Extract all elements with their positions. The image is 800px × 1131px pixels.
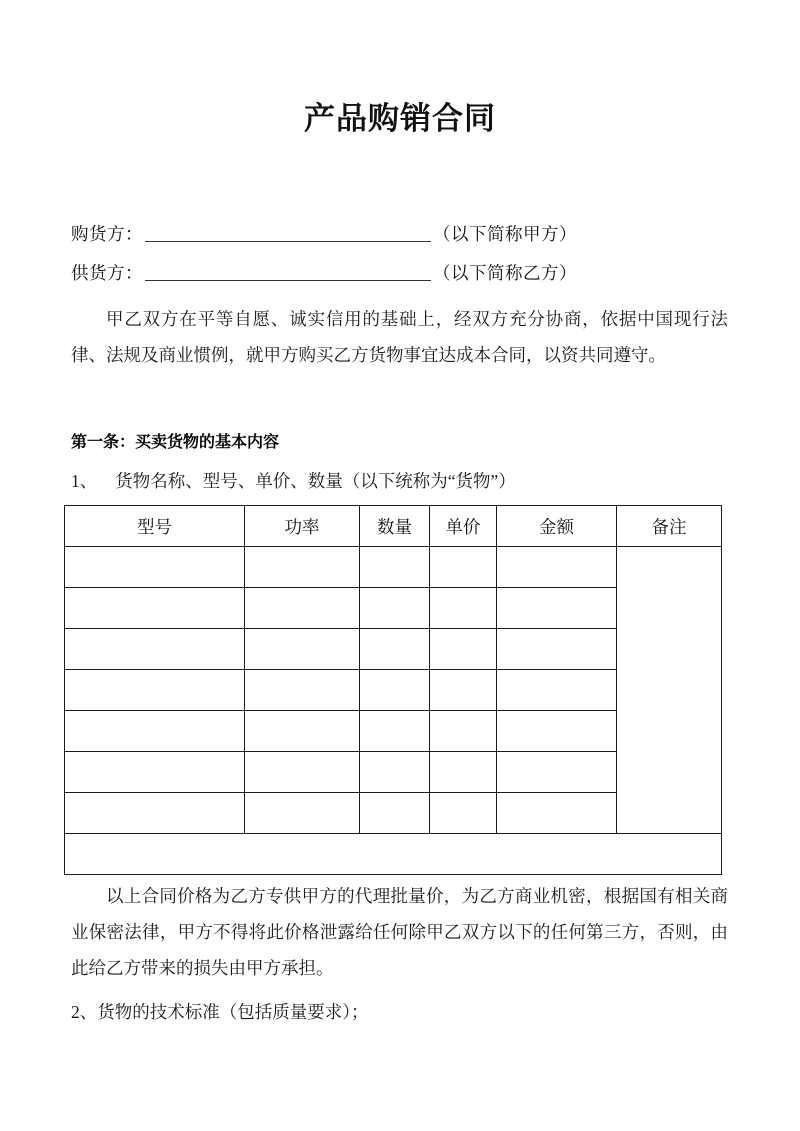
cell-model[interactable] xyxy=(65,670,245,711)
cell-model[interactable] xyxy=(65,711,245,752)
section-heading-article-1: 第一条：买卖货物的基本内容 xyxy=(71,434,280,451)
table-header-row xyxy=(65,506,722,547)
cell-power[interactable] xyxy=(245,588,360,629)
cell-amount[interactable] xyxy=(497,793,617,834)
supplier-fill-blank[interactable] xyxy=(145,263,431,281)
cell-model[interactable] xyxy=(65,629,245,670)
cell-model[interactable] xyxy=(65,752,245,793)
cell-model[interactable] xyxy=(65,547,245,588)
cell-power[interactable] xyxy=(245,547,360,588)
cell-unit-price[interactable] xyxy=(430,752,497,793)
cell-amount[interactable] xyxy=(497,629,617,670)
list-item-1-number: 1、 xyxy=(71,471,98,491)
table-header-notes: 备注 xyxy=(617,506,722,547)
cell-unit-price[interactable] xyxy=(430,793,497,834)
cell-quantity[interactable] xyxy=(360,793,430,834)
list-item-1-text: 货物名称、型号、单价、数量（以下统称为“货物”） xyxy=(115,471,516,491)
cell-amount[interactable] xyxy=(497,711,617,752)
table-header-power: 功率 xyxy=(245,506,360,547)
cell-model[interactable] xyxy=(65,793,245,834)
cell-amount[interactable] xyxy=(497,670,617,711)
table-row xyxy=(65,547,722,588)
cell-model[interactable] xyxy=(65,588,245,629)
goods-table xyxy=(64,505,722,875)
page-title: 产品购销合同 xyxy=(304,101,496,136)
buyer-label: 购货方： xyxy=(71,224,143,244)
cell-power[interactable] xyxy=(245,711,360,752)
cell-unit-price[interactable] xyxy=(430,588,497,629)
cell-unit-price[interactable] xyxy=(430,629,497,670)
buyer-party-line xyxy=(71,222,577,246)
table-header-quantity: 数量 xyxy=(360,506,430,547)
cell-power[interactable] xyxy=(245,752,360,793)
supplier-party-line xyxy=(71,261,577,285)
cell-quantity[interactable] xyxy=(360,547,430,588)
goods-table-container xyxy=(64,505,721,875)
cell-power[interactable] xyxy=(245,670,360,711)
cell-unit-price[interactable] xyxy=(430,670,497,711)
cell-amount[interactable] xyxy=(497,588,617,629)
cell-unit-price[interactable] xyxy=(430,547,497,588)
table-header-model: 型号 xyxy=(65,506,245,547)
cell-power[interactable] xyxy=(245,629,360,670)
cell-quantity[interactable] xyxy=(360,670,430,711)
buyer-fill-blank[interactable] xyxy=(145,224,431,242)
list-item-2: 2、货物的技术标准（包括质量要求）； xyxy=(71,1002,369,1022)
cell-notes-merged[interactable] xyxy=(617,547,722,834)
buyer-suffix: （以下简称甲方） xyxy=(433,224,577,244)
table-header-amount: 金额 xyxy=(497,506,617,547)
cell-quantity[interactable] xyxy=(360,588,430,629)
table-header-unit-price: 单价 xyxy=(430,506,497,547)
supplier-suffix: （以下简称乙方） xyxy=(433,263,577,283)
cell-quantity[interactable] xyxy=(360,752,430,793)
cell-quantity[interactable] xyxy=(360,711,430,752)
cell-amount[interactable] xyxy=(497,752,617,793)
cell-quantity[interactable] xyxy=(360,629,430,670)
cell-amount[interactable] xyxy=(497,547,617,588)
cell-unit-price[interactable] xyxy=(430,711,497,752)
supplier-label: 供货方： xyxy=(71,263,143,283)
preamble-paragraph: 甲乙双方在平等自愿、诚实信用的基础上，经双方充分协商，依据中国现行法律、法规及商业惯例，就甲方购买乙方货物事宜达成本合同，以资共同遵守。 xyxy=(71,309,728,365)
cell-total-merged[interactable] xyxy=(65,834,722,875)
cell-power[interactable] xyxy=(245,793,360,834)
table-footer-row xyxy=(65,834,722,875)
list-item-1 xyxy=(71,469,728,493)
confidentiality-paragraph: 以上合同价格为乙方专供甲方的代理批量价，为乙方商业机密，根据国有相关商业保密法律，甲方不得将此价格泄露给任何除甲乙双方以下的任何第三方，否则，由此给乙方带来的损失由甲方承担。 xyxy=(71,886,728,978)
